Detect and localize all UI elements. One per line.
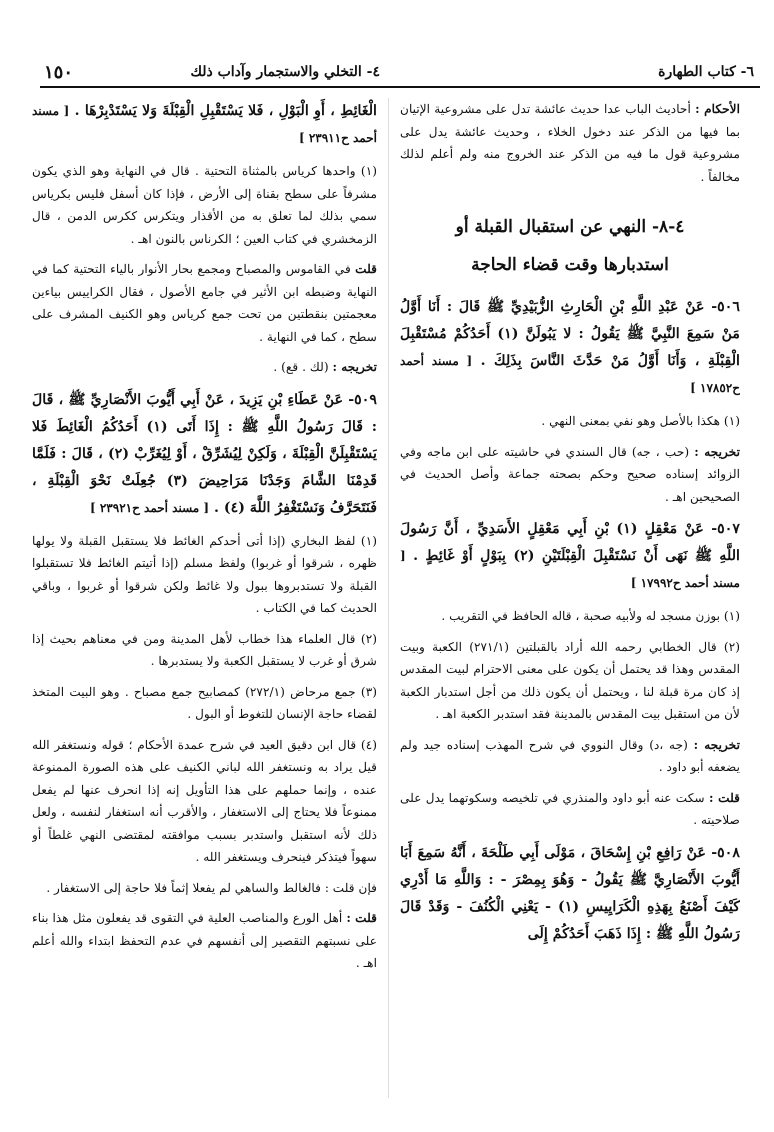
hadith-509-qult <box>32 907 377 975</box>
hadith-507-takhrij <box>400 734 740 779</box>
qult-text: في القاموس والمصباح ومجمع بحار الأنوار بالياء التحتية كما في النهاية وضبطه ابن الأثير في جامع الأصول ، فقال الكراييس بياءين معجمتين بنقطتين من تحت جمع كرياس وهو الكنيف المشرف على سطح ، كما في النهاية . <box>32 262 377 344</box>
hadith-509-footnote-2: (٢) قال العلماء هذا خطاب لأهل المدينة ومن في معناهم بحيث إذا شرق أو غرب لا يستقبل الكعبة ولا يستدبرها . <box>32 631 377 668</box>
hadith-509-footnote-3: (٣) جمع مرحاض (٢٧٢/١) كمصابيح جمع مصباح . وهو البيت المتخذ لقضاء حاجة الإنسان للتغوط أو البول . <box>32 684 377 721</box>
hadith-506-footnote: (١) هكذا بالأصل وهو نفي بمعنى النهي . <box>541 414 740 428</box>
hadith-508: ٥٠٨- عَنْ رَافِعِ بْنِ إِسْحَاقَ ، مَوْلَى أَبِي طَلْحَةَ ، أَنَّهُ سَمِعَ أَبَا أَيُّوبَ الأَنْصَارِيَّ ﷺ يَقُولُ - وَهُوَ بِمِصْرَ - : وَاللَّهِ مَا أَدْرِي كَيْفَ أَصْنَعُ بِهَذِهِ الْكَرَايِيسِ (١) - يَعْنِي الْكُنُفَ - وَقَدْ قَالَ رَسُولُ اللَّهِ ﷺ : إِذَا ذَهَبَ أَحَدُكُمْ إِلَى <box>400 844 740 942</box>
takhrij-text: (لك . قع) . <box>273 360 329 374</box>
hadith-508-takhrij <box>32 356 377 379</box>
hadith-509-objection: فإن قلت : فالغالط والساهي لم يفعلا إثماً فلا حاجة إلى الاستغفار . <box>46 880 377 895</box>
takhrij-text: (حب ، جه) قال السندي في حاشيته على ابن ماجه وفي الزوائد إسناده صحيح وحكم بصحته جماعة وأصل الحديث في الصحيحين اهـ . <box>400 444 740 504</box>
takhrij-label: تخريجه : <box>332 360 377 374</box>
hadith-509-footnote-4: (٤) قال ابن دقيق العيد في شرح عمدة الأحكام ؛ قوله ونستغفر الله قيل يراد به ونستغفر الله لباني الكنيف على هذه الصورة الممنوعة عنده ، وإنما حملهم على هذا التأويل إنه إذا انحرف عنها لم يفعل ممنوعاً فلا يحتاج إلى الاستغفار ، والأقرب أنه استغفار لنفسه ، ولعل ذلك لأنه استقبل واستدبر بسبب موافقته لمقتضى النهي غلطاً أو سهواً فيتذكر فينحرف ويستغفر الله . <box>32 737 377 864</box>
takhrij-label: تخريجه : <box>693 737 740 752</box>
hadith-508-footnote: (١) واحدها كرياس بالمثناة التحتية . قال في النهاية وهو الذي يكون مشرفاً على سطح بقناة إلى الأرض ، فإذا كان أسفل فليس بكرياس سمي بذلك لما تعلق به من الأقذار ويتكرس ككرس الدمن ، قال الزمخشري في كتاب العين ؛ الكرناس بالنون اهـ . <box>32 164 377 246</box>
hadith-506 <box>400 294 740 402</box>
hadith-507-qult <box>400 787 740 832</box>
hadith-506-takhrij <box>400 441 740 509</box>
hadith-508-source: [ مسند أحمد ح٢٣٩١١ ] <box>32 104 377 145</box>
chapter-heading-line2: استدبارها وقت قضاء الحاجة <box>471 255 669 275</box>
qult-label: قلت : <box>709 790 740 805</box>
qult-text: أهل الورع والمناصب العلية في التقوى قد يفعلون مثل هذا بناء على نسبتهم التقصير إلى أنفسهم في عدم التحفظ ابتداء والله أعلم اهـ . <box>32 911 377 970</box>
hadith-507 <box>400 516 740 597</box>
hadith-509 <box>32 387 377 522</box>
ahkam-label: الأحكام : <box>695 102 740 116</box>
page-header <box>40 62 760 88</box>
book-title: ٦- كتاب الطهارة <box>658 64 754 80</box>
takhrij-label: تخريجه : <box>694 444 740 459</box>
ahkam-text: أحاديث الباب عدا حديث عائشة تدل على مشروعية الإتيان بما فيها من الذكر عند دخول الخلاء ، وحديث عائشة يدل على مشروعية قول ما فيه من الذكر عند الخروج منه ولم أعلم لذلك مخالفاً . <box>400 102 740 184</box>
page-number: ١٥٠ <box>44 62 74 83</box>
right-column <box>400 98 740 1108</box>
chapter-heading <box>400 208 740 284</box>
qult-label: قلت : <box>346 911 377 925</box>
hadith-507-footnote-1: (١) بوزن مسجد له ولأبيه صحبة ، قاله الحافظ في التقريب . <box>441 609 740 623</box>
hadith-507-text: ٥٠٧- عَنْ مَعْقِلٍ (١) بْنِ أَبِي مَعْقِلٍ الأَسَدِيِّ ، أَنَّ رَسُولَ اللَّهِ ﷺ نَهَى أَنْ نَسْتَقْبِلَ الْقِبْلَتَيْنِ (٢) بِبَوْلٍ أَوْ غَائِطٍ . <box>400 521 740 564</box>
column-divider <box>388 98 389 1098</box>
hadith-506-source: [ مسند أحمد ح١٧٨٥٢ ] <box>400 354 740 395</box>
takhrij-text: (جه ،د) وقال النووي في شرح المهذب إسناده جيد ولم يضعفه أبو داود . <box>400 737 740 774</box>
hadith-509-source: [ مسند أحمد ح٢٣٩٢١ ] <box>90 500 210 515</box>
hadith-506-text: ٥٠٦- عَنْ عَبْدِ اللَّهِ بْنِ الْحَارِثِ الزُّبَيْدِيِّ ﷺ قَالَ : أَنَا أَوَّلُ مَنْ سَمِعَ النَّبِيَّ ﷺ يَقُولُ : لا يَبُولَنَّ (١) أَحَدُكُمْ مُسْتَقْبِلَ الْقِبْلَةِ ، وَأَنَا أَوَّلُ مَنْ حَدَّثَ النَّاسَ بِذَلِكَ . <box>400 299 740 369</box>
qult-label: قلت <box>355 262 377 276</box>
left-column <box>32 98 377 1108</box>
chapter-heading-line1: ٤-٨- النهي عن استقبال القبلة أو <box>455 217 685 237</box>
hadith-509-text: ٥٠٩- عَنْ عَطَاءِ بْنِ يَزِيدَ ، عَنْ أَبِي أَيُّوبَ الأَنْصَارِيِّ ﷺ ، قَالَ : قَالَ رَسُولُ اللَّهِ ﷺ : إِذَا أَتَى (١) أَحَدُكُمُ الْغَائِطَ فَلا يَسْتَقْبِلَنَّ الْقِبْلَةَ ، وَلَكِنْ لِيُشَرِّقْ ، أَوْ لِيُغَرِّبْ (٢) ، قَالَ : فَلَمَّا قَدِمْنَا الشَّامَ وَجَدْنَا مَرَاحِيضَ (٣) جُعِلَتْ نَحْوَ الْقِبْلَةِ ، فَنَتَحَرَّفُ وَنَسْتَغْفِرُ اللَّهَ (٤) . <box>32 391 377 516</box>
hadith-508-qult <box>32 258 377 348</box>
chapter-running-title: ٤- التخلي والاستجمار وآداب ذلك <box>190 64 380 80</box>
hadith-507-source: [ مسند أحمد ح١٧٩٩٢ ] <box>400 549 740 590</box>
hadith-507-footnote-2: (٢) قال الخطابي رحمه الله أراد بالقبلتين (٢٧١/١) الكعبة وبيت المقدس وهذا قد يحتمل أن يكون على معنى الاحترام لبيت المقدس إذ كان مرة قبلة لنا ، ويحتمل أن يكون ذلك من أجل استدبار الكعبة لأن من استقبل بيت المقدس بالمدينة فقد استدبر الكعبة اهـ . <box>400 639 740 721</box>
qult-text: سكت عنه أبو داود والمنذري في تلخيصه وسكوتهما يدل على صلاحيته . <box>400 790 740 827</box>
hadith-508-text-cont: الْغَائِطِ ، أَوِ الْبَوْلِ ، فَلا يَسْتَقْبِلِ الْقِبْلَةَ وَلا يَسْتَدْبِرْهَا . <box>74 103 377 119</box>
hadith-508-continuation <box>32 98 377 152</box>
hadith-509-footnote-1: (١) لفظ البخاري (إذا أتى أحدكم الغائط فلا يستقبل القبلة ولا يولها ظهره ، شرقوا أو غربوا) ولفظ مسلم (إذا أتيتم الغائط فلا تستقبلوا القبلة ولا تستدبروها ببول ولا غائط ولكن شرقوا أو غربوا ، وباقي الحديث كما في الكتاب . <box>32 533 377 615</box>
ahkam-paragraph <box>400 98 740 188</box>
